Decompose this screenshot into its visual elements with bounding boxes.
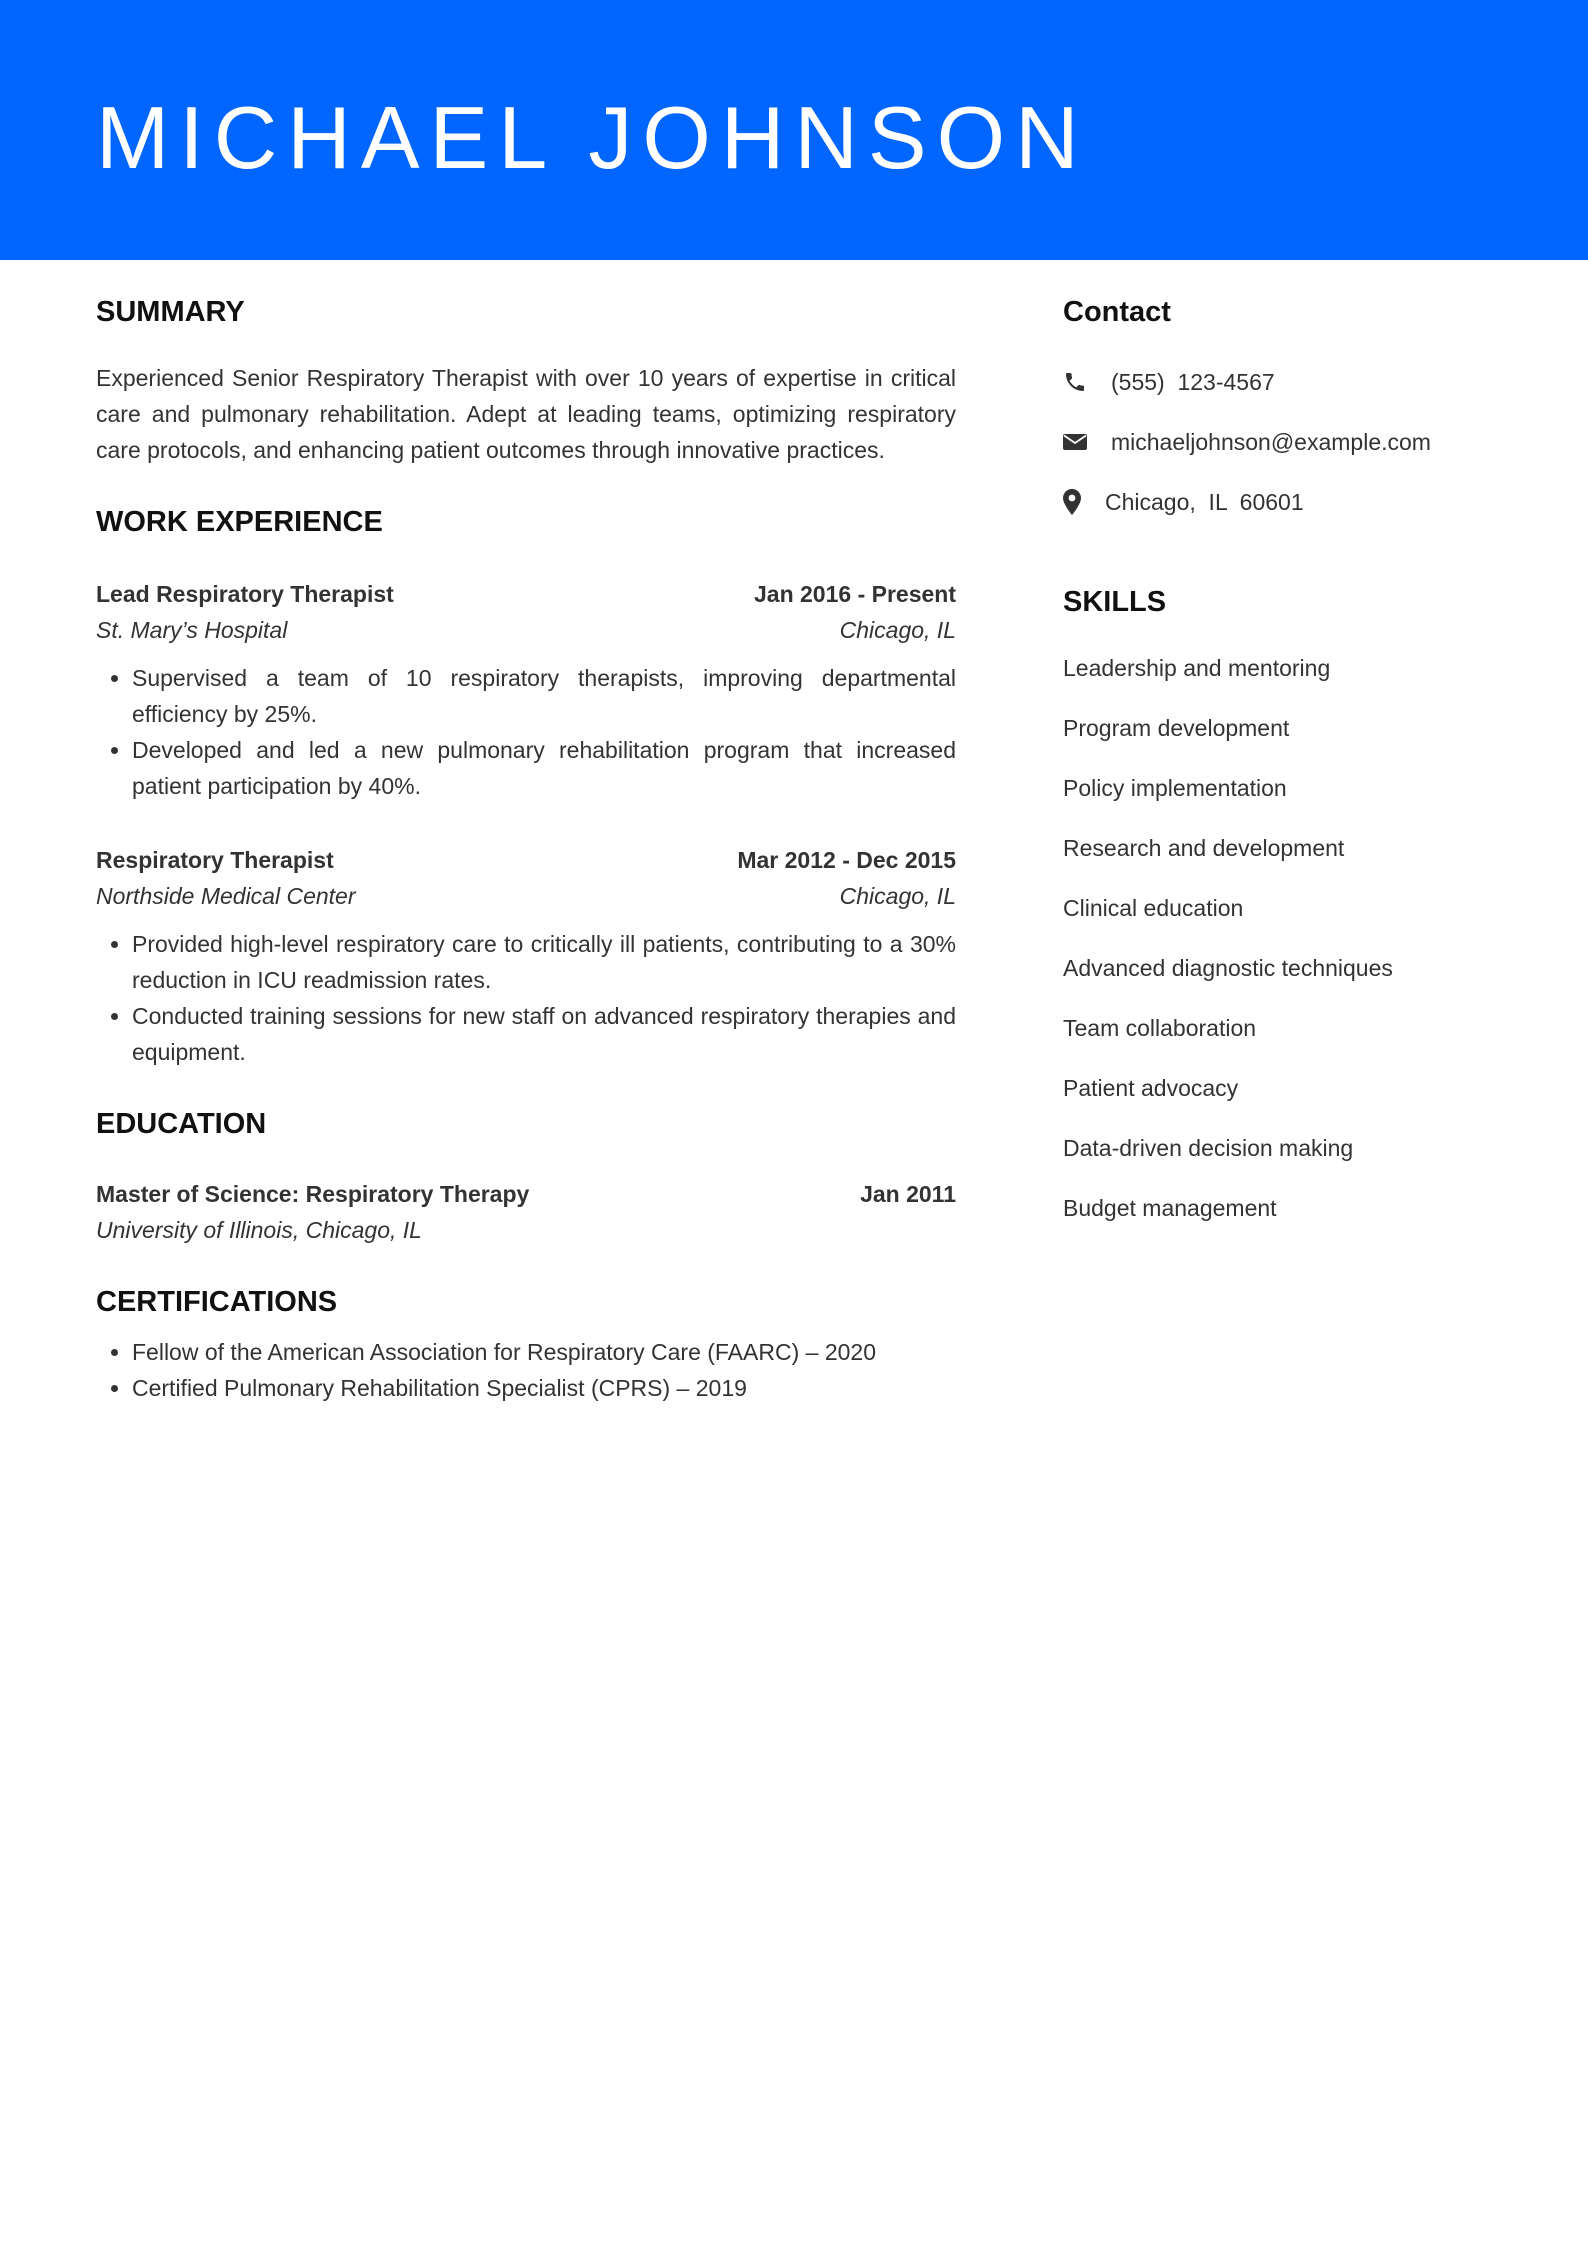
job-organization: Northside Medical Center xyxy=(96,883,356,909)
sidebar-column xyxy=(1063,292,1523,1250)
job-dates: Mar 2012 - Dec 2015 xyxy=(737,847,956,873)
contact-location xyxy=(1063,484,1523,520)
contact-heading: Contact xyxy=(1063,296,1171,328)
certifications-list xyxy=(96,1334,956,1406)
skill-item: Program development xyxy=(1063,715,1290,741)
skill-item: Team collaboration xyxy=(1063,1015,1257,1041)
contact-section xyxy=(1063,292,1523,520)
skill-item: Clinical education xyxy=(1063,895,1244,921)
job-bullet: • Supervised a team of 10 respiratory therapists, improving departmental efficiency by 25%. xyxy=(132,660,956,732)
school-name: University of Illinois, Chicago, IL xyxy=(96,1217,422,1243)
skills-section xyxy=(1063,582,1523,1226)
skill-item: Policy implementation xyxy=(1063,775,1287,801)
candidate-name: MICHAEL JOHNSON xyxy=(96,88,1089,187)
job-entry xyxy=(96,842,956,1070)
skill-item: Patient advocacy xyxy=(1063,1075,1239,1101)
job-bullets xyxy=(96,660,956,804)
job-bullet: • Conducted training sessions for new staff on advanced respiratory therapies and equipment. xyxy=(132,998,956,1070)
job-organization: St. Mary’s Hospital xyxy=(96,617,288,643)
header-banner xyxy=(0,0,1588,260)
skill-item: Leadership and mentoring xyxy=(1063,655,1331,681)
skills-heading: SKILLS xyxy=(1063,586,1167,618)
skill-item: Budget management xyxy=(1063,1195,1277,1221)
skills-list xyxy=(1063,650,1523,1226)
contact-email xyxy=(1063,424,1523,460)
contact-phone xyxy=(1063,364,1523,400)
email-address: michaeljohnson@example.com xyxy=(1111,428,1431,455)
job-location: Chicago, IL xyxy=(839,617,956,643)
map-pin-icon xyxy=(1063,489,1083,515)
summary-section xyxy=(96,292,956,468)
phone-icon xyxy=(1063,369,1089,395)
certifications-heading: CERTIFICATIONS xyxy=(96,1286,338,1318)
job-bullet: • Provided high-level respiratory care to critically ill patients, contributing to a 30% reduction in ICU readmission rates. xyxy=(132,926,956,998)
phone-number: (555) 123-4567 xyxy=(1111,368,1275,395)
envelope-icon xyxy=(1063,429,1089,455)
job-bullets xyxy=(96,926,956,1070)
job-title: Lead Respiratory Therapist xyxy=(96,581,394,607)
skill-item: Advanced diagnostic techniques xyxy=(1063,955,1393,981)
job-title: Respiratory Therapist xyxy=(96,847,334,873)
work-experience-section xyxy=(96,502,956,1070)
summary-heading: SUMMARY xyxy=(96,296,245,328)
main-column xyxy=(96,292,956,1406)
skill-item: Data-driven decision making xyxy=(1063,1135,1354,1161)
degree-name: Master of Science: Respiratory Therapy xyxy=(96,1181,530,1207)
certifications-section xyxy=(96,1282,956,1406)
skill-item: Research and development xyxy=(1063,835,1345,861)
education-entry xyxy=(96,1176,956,1248)
degree-date: Jan 2011 xyxy=(860,1181,956,1207)
work-experience-heading: WORK EXPERIENCE xyxy=(96,506,383,538)
certification-item: • Fellow of the American Association for Respiratory Care (FAARC) – 2020 xyxy=(132,1334,956,1370)
job-entry xyxy=(96,576,956,804)
job-bullet: • Developed and led a new pulmonary rehabilitation program that increased patient participation by 40%. xyxy=(132,732,956,804)
certification-item: • Certified Pulmonary Rehabilitation Specialist (CPRS) – 2019 xyxy=(132,1370,956,1406)
summary-text: Experienced Senior Respiratory Therapist with over 10 years of expertise in critical care and pulmonary rehabilitation. Adept at leading teams, optimizing respiratory care protocols, and enhancing patient outcomes through innovative practices. xyxy=(96,365,956,463)
job-location: Chicago, IL xyxy=(839,883,956,909)
education-section xyxy=(96,1104,956,1248)
education-heading: EDUCATION xyxy=(96,1108,267,1140)
job-dates: Jan 2016 - Present xyxy=(753,581,956,607)
location-text: Chicago, IL 60601 xyxy=(1105,488,1304,515)
